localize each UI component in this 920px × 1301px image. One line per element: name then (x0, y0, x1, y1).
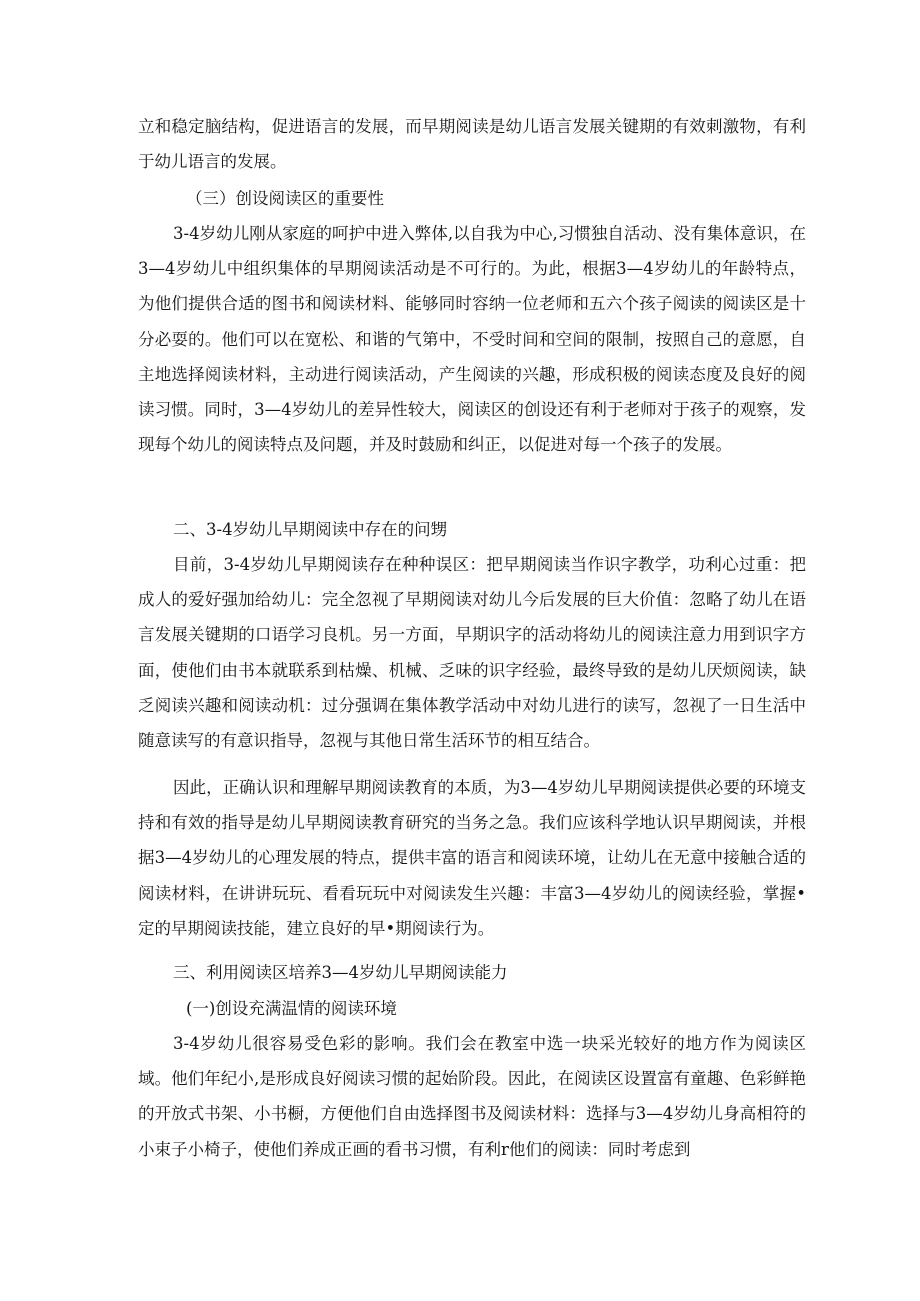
paragraph-reading-problems: 目前，3-4岁幼儿早期阅读存在种种误区：把早期阅读当作识字教学，功利心过重：把成人的爱好强加给幼儿：完全忽视了早期阅读对幼儿今后发展的巨大价值：忽略了幼儿在语言发展关键期的口语学习良机。另一方面，早期识字的活动将幼儿的阅读注意力用到识字方面，使他们由书本就联系到枯燥、机械、乏味的识字经验，最终导致的是幼儿厌烦阅读，缺乏阅读兴趣和阅读动机：过分强调在集体教学活动中对幼儿进行的读写，忽视了一日生活中随意读写的有意识指导，忽视与其他日常生活环节的相互结合。 (138, 555, 806, 751)
section-heading-cultivate-reading-ability: 三、利用阅读区培养3—4岁幼儿早期阅读能力 (173, 963, 508, 982)
paragraph-therefore: 因此，正确认识和理解早期阅读教育的本质，为3—4岁幼儿早期阅读提供必要的环境支持和有效的指导是幼儿早期阅读教育研究的当务之急。我们应该科学地认识早期阅读，并根据3—4岁幼儿的心理发展的特点，提供丰富的语言和阅读环境，让幼儿在无意中接触合适的阅读材料，在讲讲玩玩、看看玩玩中对阅读发生兴趣：丰富3—4岁幼儿的阅读经验，掌握•定的早期阅读技能，建立良好的早•期阅读行为。 (138, 778, 806, 938)
section-heading-reading-problems: 二、3-4岁幼儿早期阅读中存在的问甥 (173, 520, 448, 539)
section-heading-reading-area-importance: （三）创设阅读区的重要性 (186, 189, 384, 208)
paragraph-brain-development-continuation: 立和稳定脑结构，促进语言的发展，而早期阅读是幼儿语言发展关键期的有效刺激物，有利于幼儿语言的发展。 (138, 117, 806, 172)
subsection-heading-warm-reading-environment: (一)创设充满温情的阅读环境 (186, 999, 397, 1018)
paragraph-reading-area-importance: 3-4岁幼儿刚从家庭的呵护中进入弊体,以自我为中心,习惯独自活动、没有集体意识，在3—4岁幼儿中组织集体的早期阅读活动是不可行的。为此，根据3—4岁幼儿的年龄特点，为他们提供合适的图书和阅读材料、能够同时容纳一位老师和五六个孩子阅读的阅读区是十分必耍的。他们可以在宽松、和谐的气第中，不受时间和空间的限制，按照自己的意愿，自主地选择阅读材料，主动进行阅读活动，产生阅读的兴趣，形成积极的阅读态度及良好的阅读习惯。同时，3—4岁幼儿的差异性较大，阅读区的创设还有利于老师对于孩子的观察，发现每个幼儿的阅读特点及问题，并及时鼓励和纠正，以促进对每一个孩子的发展。 (138, 224, 806, 455)
paragraph-reading-environment: 3-4岁幼儿很容易受色彩的影响。我们会在教室中选一块采光较好的地方作为阅读区域。他们年纪小,是形成良好阅读习惯的起始阶段。因此，在阅读区设置富有童趣、色彩鲜艳的开放式书架、小书橱，方便他们自由选择图书及阅读材料：选择与3—4岁幼儿身高相符的小束子小椅子，使他们养成正画的看书习惯，有利r他们的阅读：同时考虑到 (138, 1034, 806, 1159)
